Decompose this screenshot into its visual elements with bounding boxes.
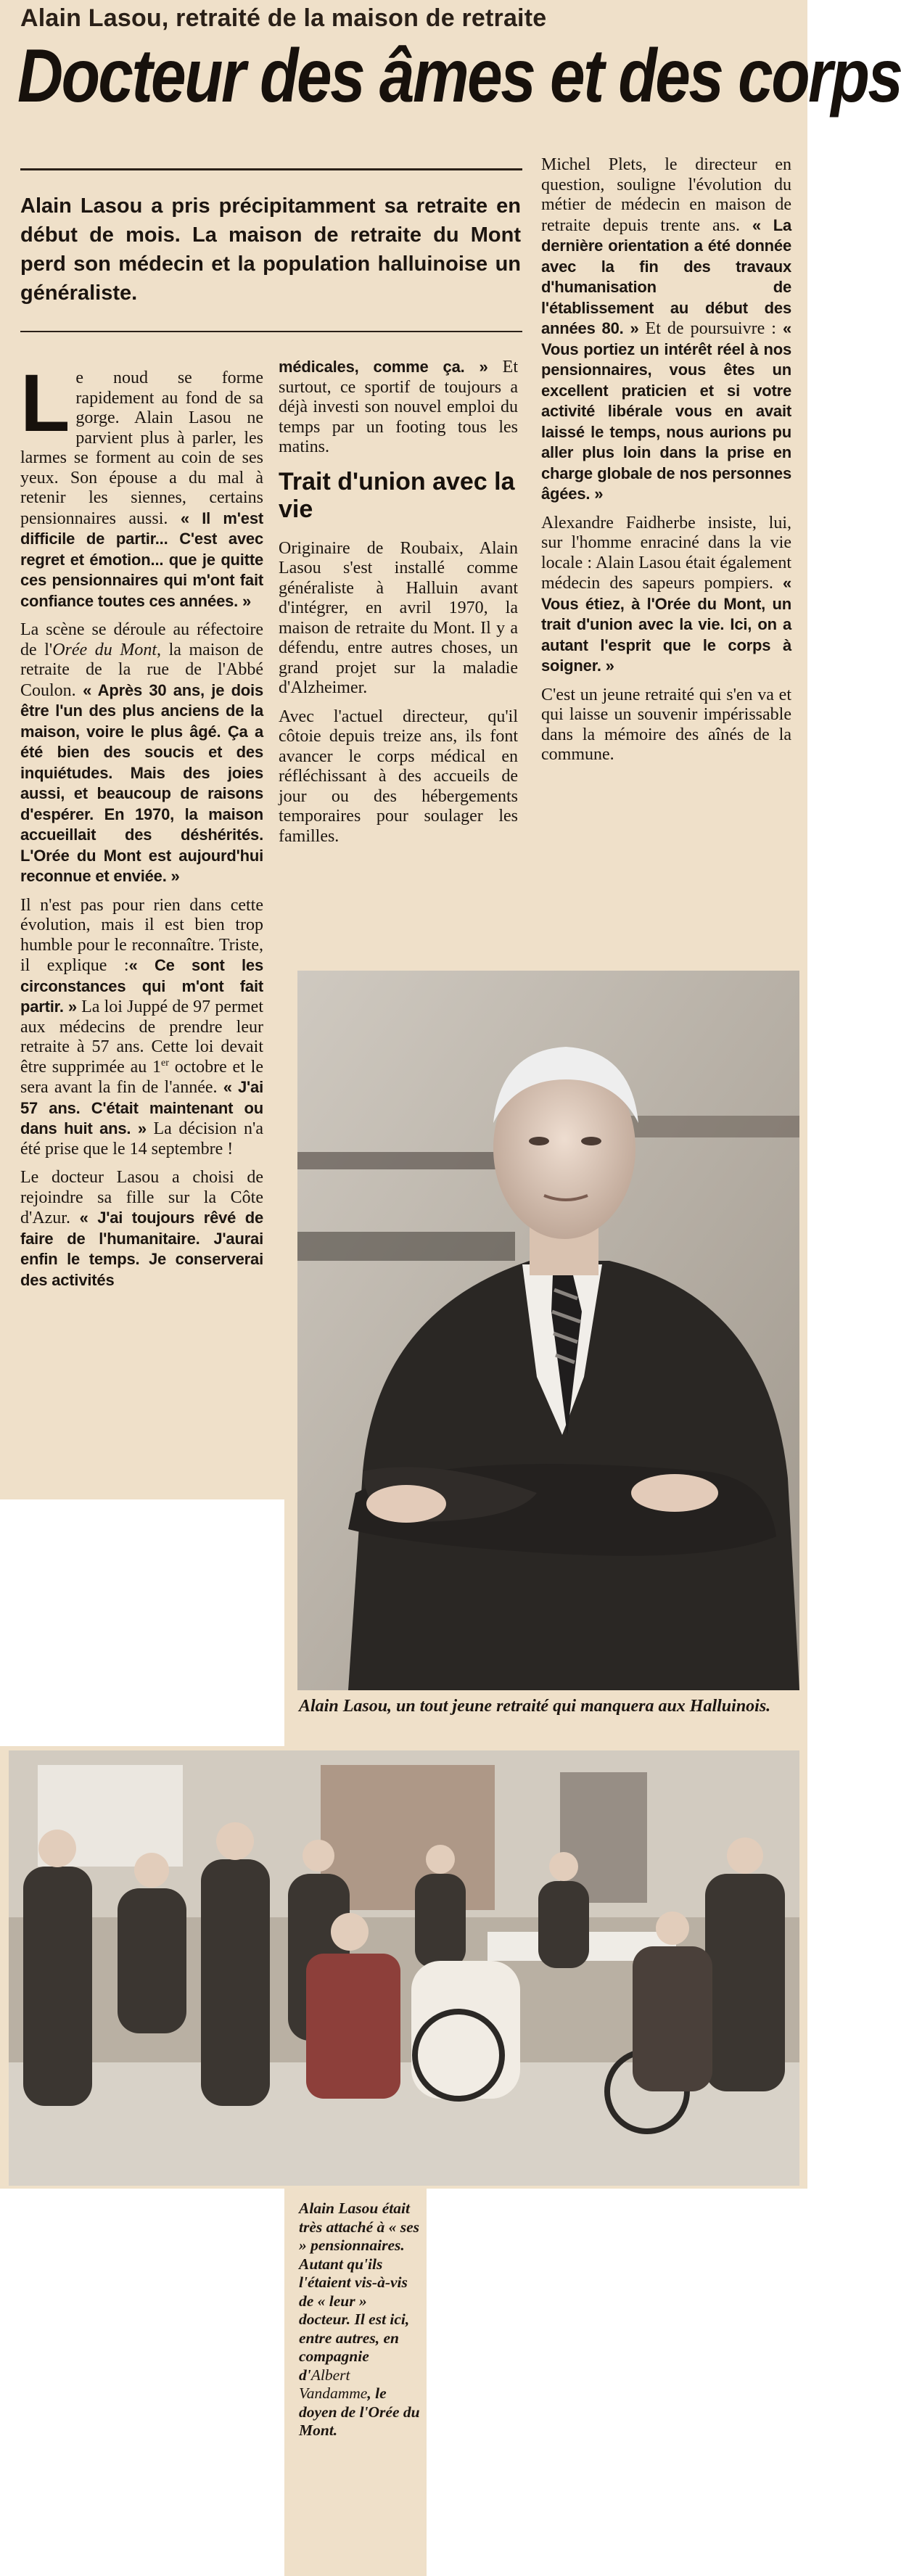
article-column-1 [20, 358, 264, 1299]
group-illustration [9, 1750, 799, 2186]
group-caption-text-a: Alain Lasou était très attaché à « ses » pensionnaires. Autant qu'ils l'étaient vis-à-vis de « leur » docteur. Il est ici, entre autres, en compagnie d' [299, 2200, 420, 2384]
col1-p2-quote: « Après 30 ans, je dois être l'un des plus anciens de la maison, voire le plus âgé. Ça a été bien des soucis et des inquiétudes. Mais des joies aussi, et beaucoup de raisons d'espérer. En 1970, la maison accueillait des déshérités. L'Orée du Mont est aujourd'hui reconnue et enviée. » [20, 680, 263, 885]
col1-p3-quote-2: « J'ai 57 ans. C'était maintenant ou dans huit ans. » [20, 1078, 263, 1137]
col3-p2-text: Alexandre Faidherbe insiste, lui, sur l'homme enraciné dans la vie locale : Alain Lasou était également médecin des sapeurs pompiers. [541, 513, 791, 593]
subhead-trait-union: Trait d'union avec la vie [279, 467, 515, 523]
col1-p3-text-b: La loi Juppé de 97 permet aux médecins de prendre leur retraite à 57 ans. Cette loi devait être supprimée au 1 [20, 997, 264, 1077]
rule-top-left [20, 168, 522, 170]
col1-p3-sup: er [161, 1057, 169, 1069]
article-kicker: Alain Lasou, retraité de la maison de retraite [20, 4, 547, 32]
group-caption [299, 2200, 422, 2440]
portrait-photo [297, 971, 799, 1690]
article-headline: Docteur des âmes et des corps [17, 34, 901, 118]
col3-p1-quote-2: « Vous portiez un intérêt réel à nos pensionnaires, vous êtes un excellent praticien et si votre activité libérale vous en avait laissé le temps, nous aurions pu aller plus loin dans la prise en charge globale de nos personnes âgées. » [541, 319, 791, 503]
col2-paragraph-2: Originaire de Roubaix, Alain Lasou s'est installé comme généraliste à Halluin avant d'intégrer, en avril 1970, la maison de retraite du Mont. Il y a défendu, entre autres choses, un grand projet sur la maladie d'Alzheimer. [279, 538, 518, 697]
col1-p2-text-b: , la maison de retraite de la rue de l'Abbé Coulon. [20, 640, 263, 700]
col1-paragraph-2 [20, 620, 263, 887]
col1-p3-text-d: La décision n'a été prise que le 14 septembre ! [20, 1119, 263, 1159]
article-column-3 [541, 155, 791, 774]
col1-p1-quote: « Il m'est difficile de partir... C'est avec regret et émotion... que je quitte ces pensionnaires qui m'ont fait confiance toutes ces années. » [20, 509, 263, 610]
article-column-2 [279, 357, 518, 855]
rule-under-chapo [20, 331, 522, 332]
col1-p3-text-c: octobre et le sera avant la fin de l'année. [20, 1057, 264, 1097]
col2-paragraph-1 [279, 357, 518, 458]
col2-p1-quote: médicales, comme ça. » [279, 358, 488, 376]
col2-paragraph-3: Avec l'actuel directeur, qu'il côtoie depuis treize ans, ils font avancer le corps médical en réfléchissant à des accueils de jour ou des hébergements temporaires pour soulager les familles. [279, 707, 518, 846]
col1-paragraph-4 [20, 1168, 263, 1291]
col3-p2-quote: « Vous étiez, à l'Orée du Mont, un trait d'union avec la vie. Ici, on a autant l'esprit que le corps à soigner. » [541, 574, 791, 675]
col3-p1-text: Michel Plets, le directeur en question, souligne l'évolution du métier de médecin en maison de retraite depuis trente ans. [541, 155, 791, 235]
col1-p3-text-a: Il n'est pas pour rien dans cette évolution, mais il est bien trop humble pour le reconnaître. Triste, il explique : [20, 895, 263, 975]
col3-paragraph-1 [541, 155, 791, 505]
article-chapo: Alain Lasou a pris précipitamment sa retraite en début de mois. La maison de retraite du Mont perd son médecin et la population halluinoise un généraliste. [20, 194, 521, 305]
group-caption-text-b: , le doyen de l'Orée du Mont. [299, 2384, 420, 2439]
col3-paragraph-3: C'est un jeune retraité qui s'en va et qui laisse un souvenir impérissable dans la mémoire des aînés de la commune. [541, 685, 791, 764]
col1-p1-text: e noud se forme rapidement au fond de sa gorge. Alain Lasou ne parvient plus à parler, les larmes se forment au coin de ses yeux. Son épouse a du mal à retenir les siennes, certains pensionnaires aussi. [20, 369, 263, 528]
col1-p3-quote: « Ce sont les circonstances qui m'ont fait partir. » [20, 956, 263, 1016]
col2-p1-text: Et surtout, ce sportif de toujours a déjà investi son nouvel emploi du temps par un footing tous les matins. [279, 358, 518, 456]
col1-p2-place: Orée du Mont [52, 640, 157, 659]
col1-p2-text-a: La scène se déroule au réfectoire de l' [20, 620, 263, 659]
drop-cap: L [20, 358, 70, 448]
col1-paragraph-1 [20, 358, 263, 612]
portrait-caption: Alain Lasou, un tout jeune retraité qui manquera aux Halluinois. [299, 1697, 771, 1716]
col1-paragraph-3 [20, 896, 263, 1160]
col1-p4-quote: « J'ai toujours rêvé de faire de l'humanitaire. J'aurai enfin le temps. Je conserverai des activités [20, 1209, 263, 1289]
col1-p4-text: Le docteur Lasou a choisi de rejoindre sa fille sur la Côte d'Azur. [20, 1168, 263, 1227]
col3-p1-text-2: Et de poursuivre : [645, 319, 776, 338]
col3-p1-quote: « La dernière orientation a été donnée avec la fin des travaux d'humanisation de l'établissement au début des années 80. » [541, 215, 791, 337]
col3-paragraph-2 [541, 514, 791, 677]
group-caption-name: Albert Vandamme [299, 2366, 368, 2402]
group-photo [9, 1750, 799, 2186]
portrait-illustration [297, 971, 799, 1690]
